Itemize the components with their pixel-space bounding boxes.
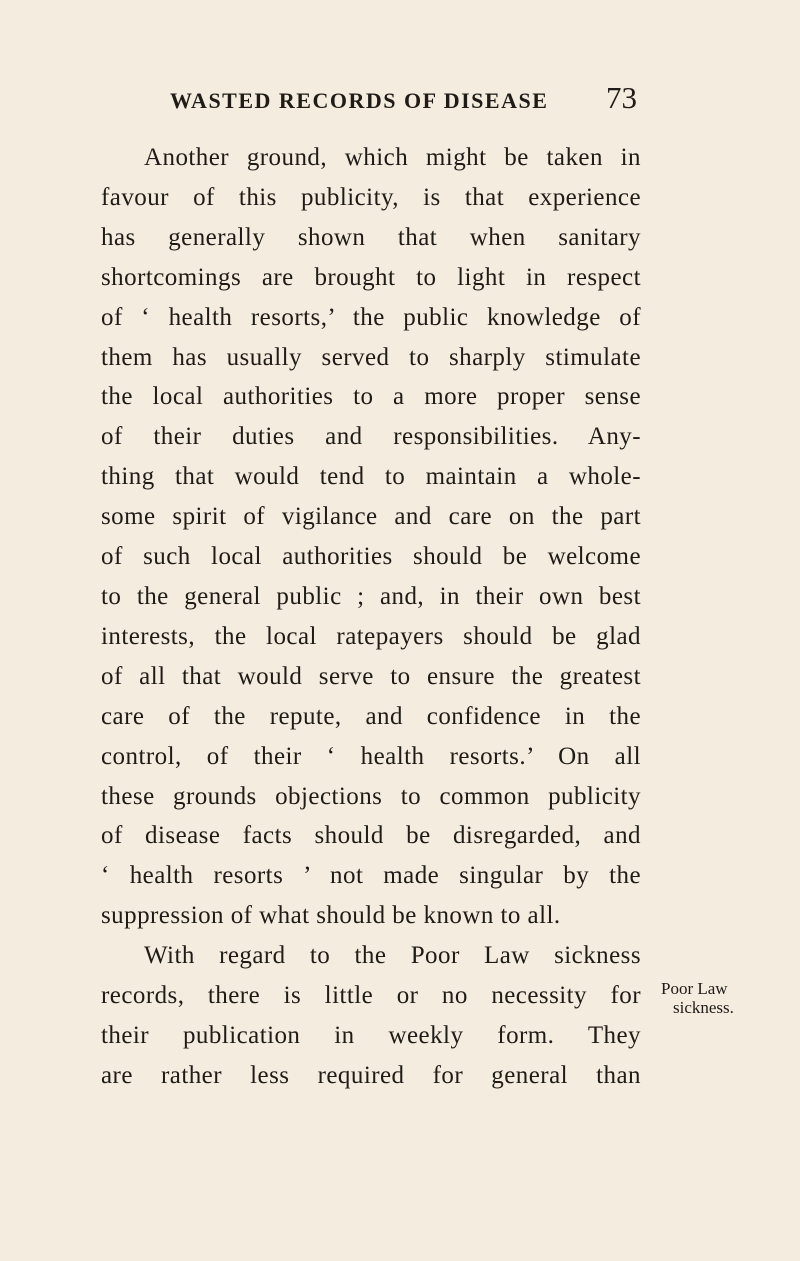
body-line: Another ground, which might be taken in xyxy=(144,144,641,171)
page-number: 73 xyxy=(606,80,637,115)
body-line: of their duties and responsibilities. Any- xyxy=(101,423,641,451)
body-line: of such local authorities should be welcome xyxy=(101,543,641,571)
body-line: control, of their ‘ health resorts.’ On all xyxy=(101,742,641,770)
body-line: these grounds objections to common publicity xyxy=(101,782,641,810)
body-line: has generally shown that when sanitary xyxy=(101,223,641,251)
body-line: shortcomings are brought to light in respect xyxy=(101,263,641,291)
body-line: some spirit of vigilance and care on the part xyxy=(101,503,641,531)
body-line: of ‘ health resorts,’ the public knowledge of xyxy=(101,303,641,331)
side-note-line: Poor Law xyxy=(661,979,728,998)
body-line: With regard to the Poor Law sickness xyxy=(144,942,641,970)
side-note-line: sickness. xyxy=(673,998,734,1017)
body-line: ‘ health resorts ’ not made singular by the xyxy=(101,862,641,890)
body-line: the local authorities to a more proper sense xyxy=(101,383,641,411)
body-line: thing that would tend to maintain a whole- xyxy=(101,463,641,491)
body-line: of all that would serve to ensure the greatest xyxy=(101,662,641,690)
body-line: to the general public ; and, in their own best xyxy=(101,582,641,610)
body-line: records, there is little or no necessity for xyxy=(101,982,641,1010)
body-line: of disease facts should be disregarded, and xyxy=(101,822,641,850)
side-note xyxy=(653,979,765,1017)
body-line: interests, the local ratepayers should be glad xyxy=(101,622,641,650)
body-text xyxy=(101,138,641,1096)
body-line: care of the repute, and confidence in the xyxy=(101,702,641,730)
body-line: their publication in weekly form. They xyxy=(101,1021,641,1049)
body-line: them has usually served to sharply stimulate xyxy=(101,343,641,371)
body-line: are rather less required for general than xyxy=(101,1061,641,1089)
body-line: suppression of what should be known to all. xyxy=(101,902,561,930)
body-line: favour of this publicity, is that experience xyxy=(101,183,641,211)
running-head: WASTED RECORDS OF DISEASE xyxy=(170,88,549,113)
